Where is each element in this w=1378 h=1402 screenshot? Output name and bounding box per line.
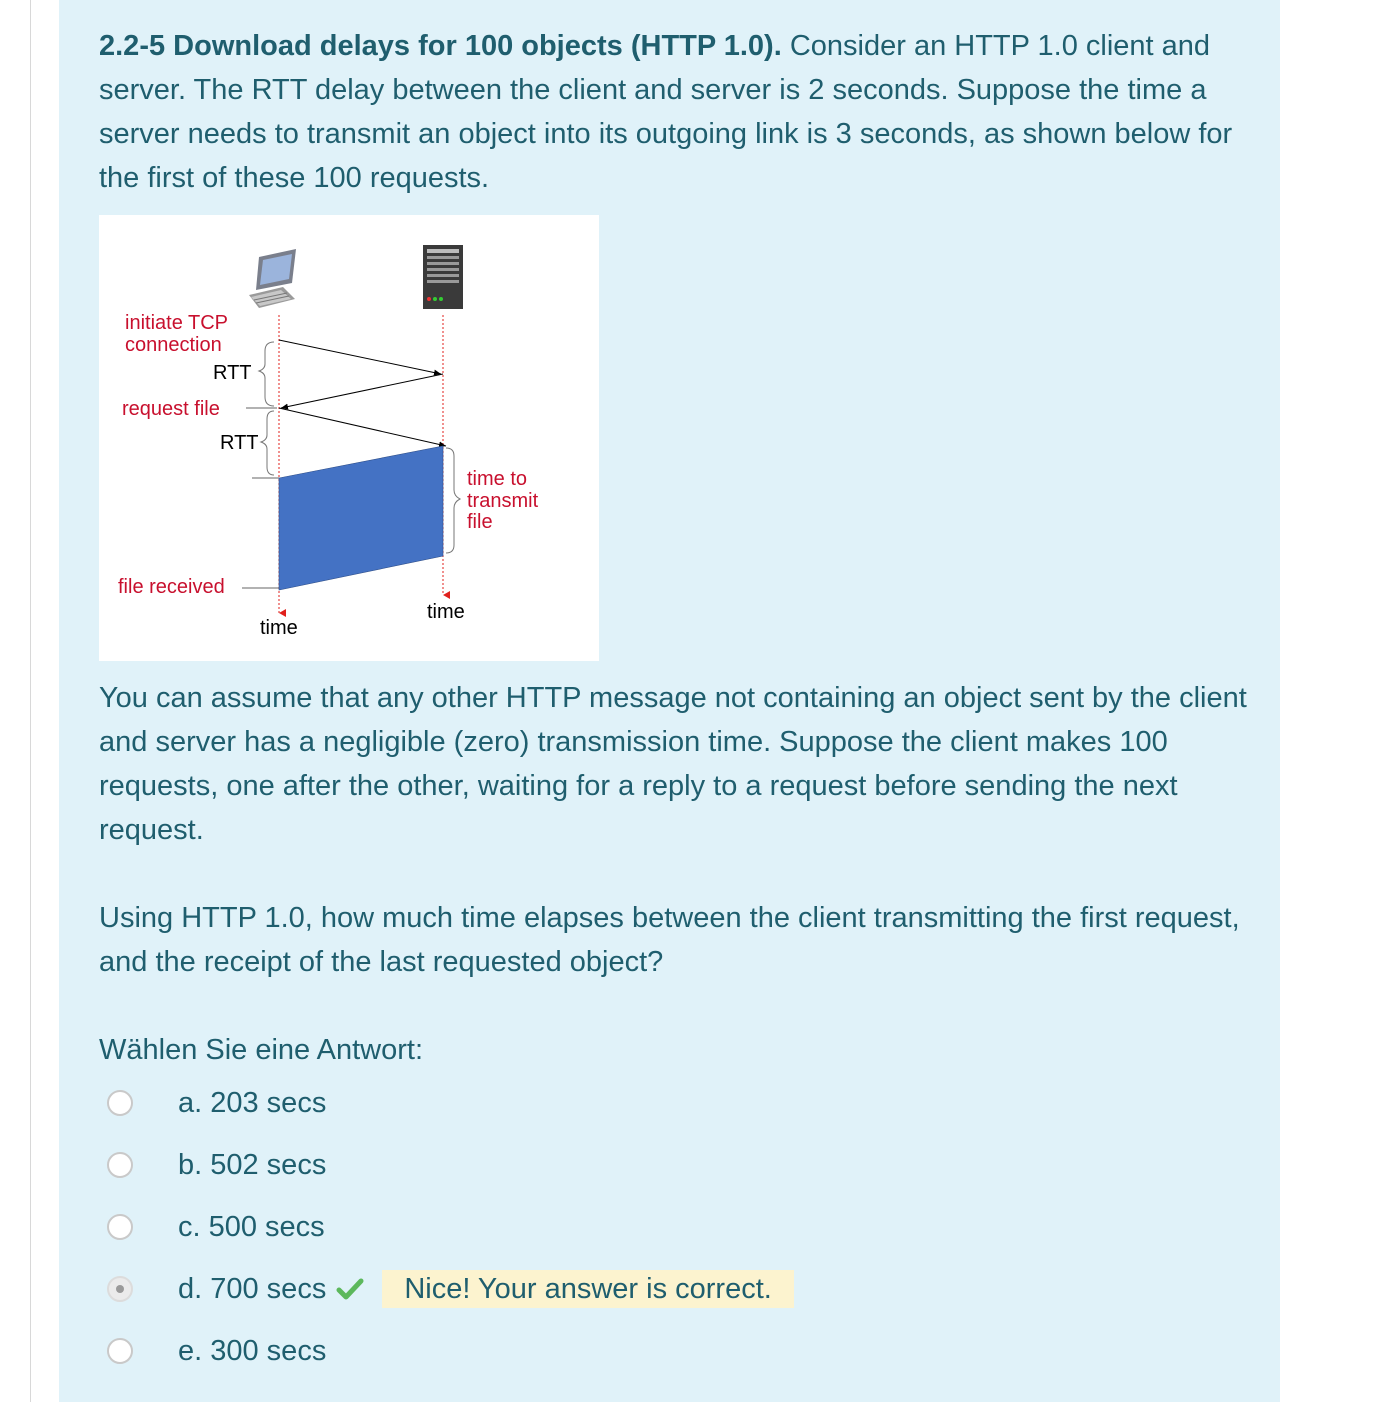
option-c-label[interactable]: c. 500 secs [178,1211,325,1243]
answer-option-a[interactable] [107,1083,326,1123]
option-e-label[interactable]: e. 300 secs [178,1335,327,1367]
radio-a[interactable] [107,1090,133,1116]
transmit-label-3: file [467,511,493,533]
answer-option-b[interactable] [107,1145,326,1185]
question-panel [59,0,1280,1402]
question-ask: Using HTTP 1.0, how much time elapses between the client transmitting the first request, and the receipt of the last requested object? [99,902,1240,978]
left-border [30,0,31,1402]
connection-label: connection [125,334,222,356]
diagram-svg [99,215,599,661]
rtt1-label: RTT [213,362,252,384]
correct-check-icon [336,1275,364,1303]
option-d-label[interactable]: d. 700 secs [178,1273,327,1305]
server-time-label: time [427,601,465,623]
answer-prompt: Wählen Sie eine Antwort: [99,1034,424,1066]
answer-option-d[interactable] [107,1269,794,1309]
question-title: 2.2-5 Download delays for 100 objects (HTTP 1.0). [99,30,782,62]
feedback-correct: Nice! Your answer is correct. [382,1270,793,1308]
file-transmission-block [279,446,443,590]
client-time-label: time [260,617,298,639]
transmit-label-1: time to [467,468,528,490]
option-a-label[interactable]: a. 203 secs [178,1087,327,1119]
rtt2-label: RTT [220,432,259,454]
request-arrow [279,408,446,446]
question-intro [99,24,1249,200]
server-icon [423,245,463,309]
rtt1-brace [259,342,274,406]
request-file-label: request file [122,398,220,420]
answer-option-e[interactable] [107,1331,326,1371]
syn-arrow [279,340,441,374]
answer-option-c[interactable] [107,1207,325,1247]
radio-e[interactable] [107,1338,133,1364]
question-intro-text: Consider an HTTP 1.0 client and server. The RTT delay between the client and server is 2 seconds. Suppose the time a server needs to transmit an object into its outgoing link is 3 seconds, as shown below for the first of these 100 requests. [99,30,1233,194]
client-computer-icon [249,249,296,308]
file-received-label: file received [118,576,225,598]
option-b-label[interactable]: b. 502 secs [178,1149,327,1181]
initiate-tcp-label: initiate TCP [125,312,229,334]
radio-d-selected[interactable] [107,1276,133,1302]
transmit-brace [446,448,460,553]
rtt2-brace [261,411,274,475]
radio-c[interactable] [107,1214,133,1240]
question-assumption: You can assume that any other HTTP message not containing an object sent by the client and server has a negligible (zero) transmission time. Suppose the client makes 100 requests, one after the other, waiting for a reply to a request before sending the next request. [99,682,1247,846]
synack-arrow [281,374,443,408]
http-timing-diagram [99,215,599,661]
radio-b[interactable] [107,1152,133,1178]
transmit-label-2: transmit [467,490,539,512]
